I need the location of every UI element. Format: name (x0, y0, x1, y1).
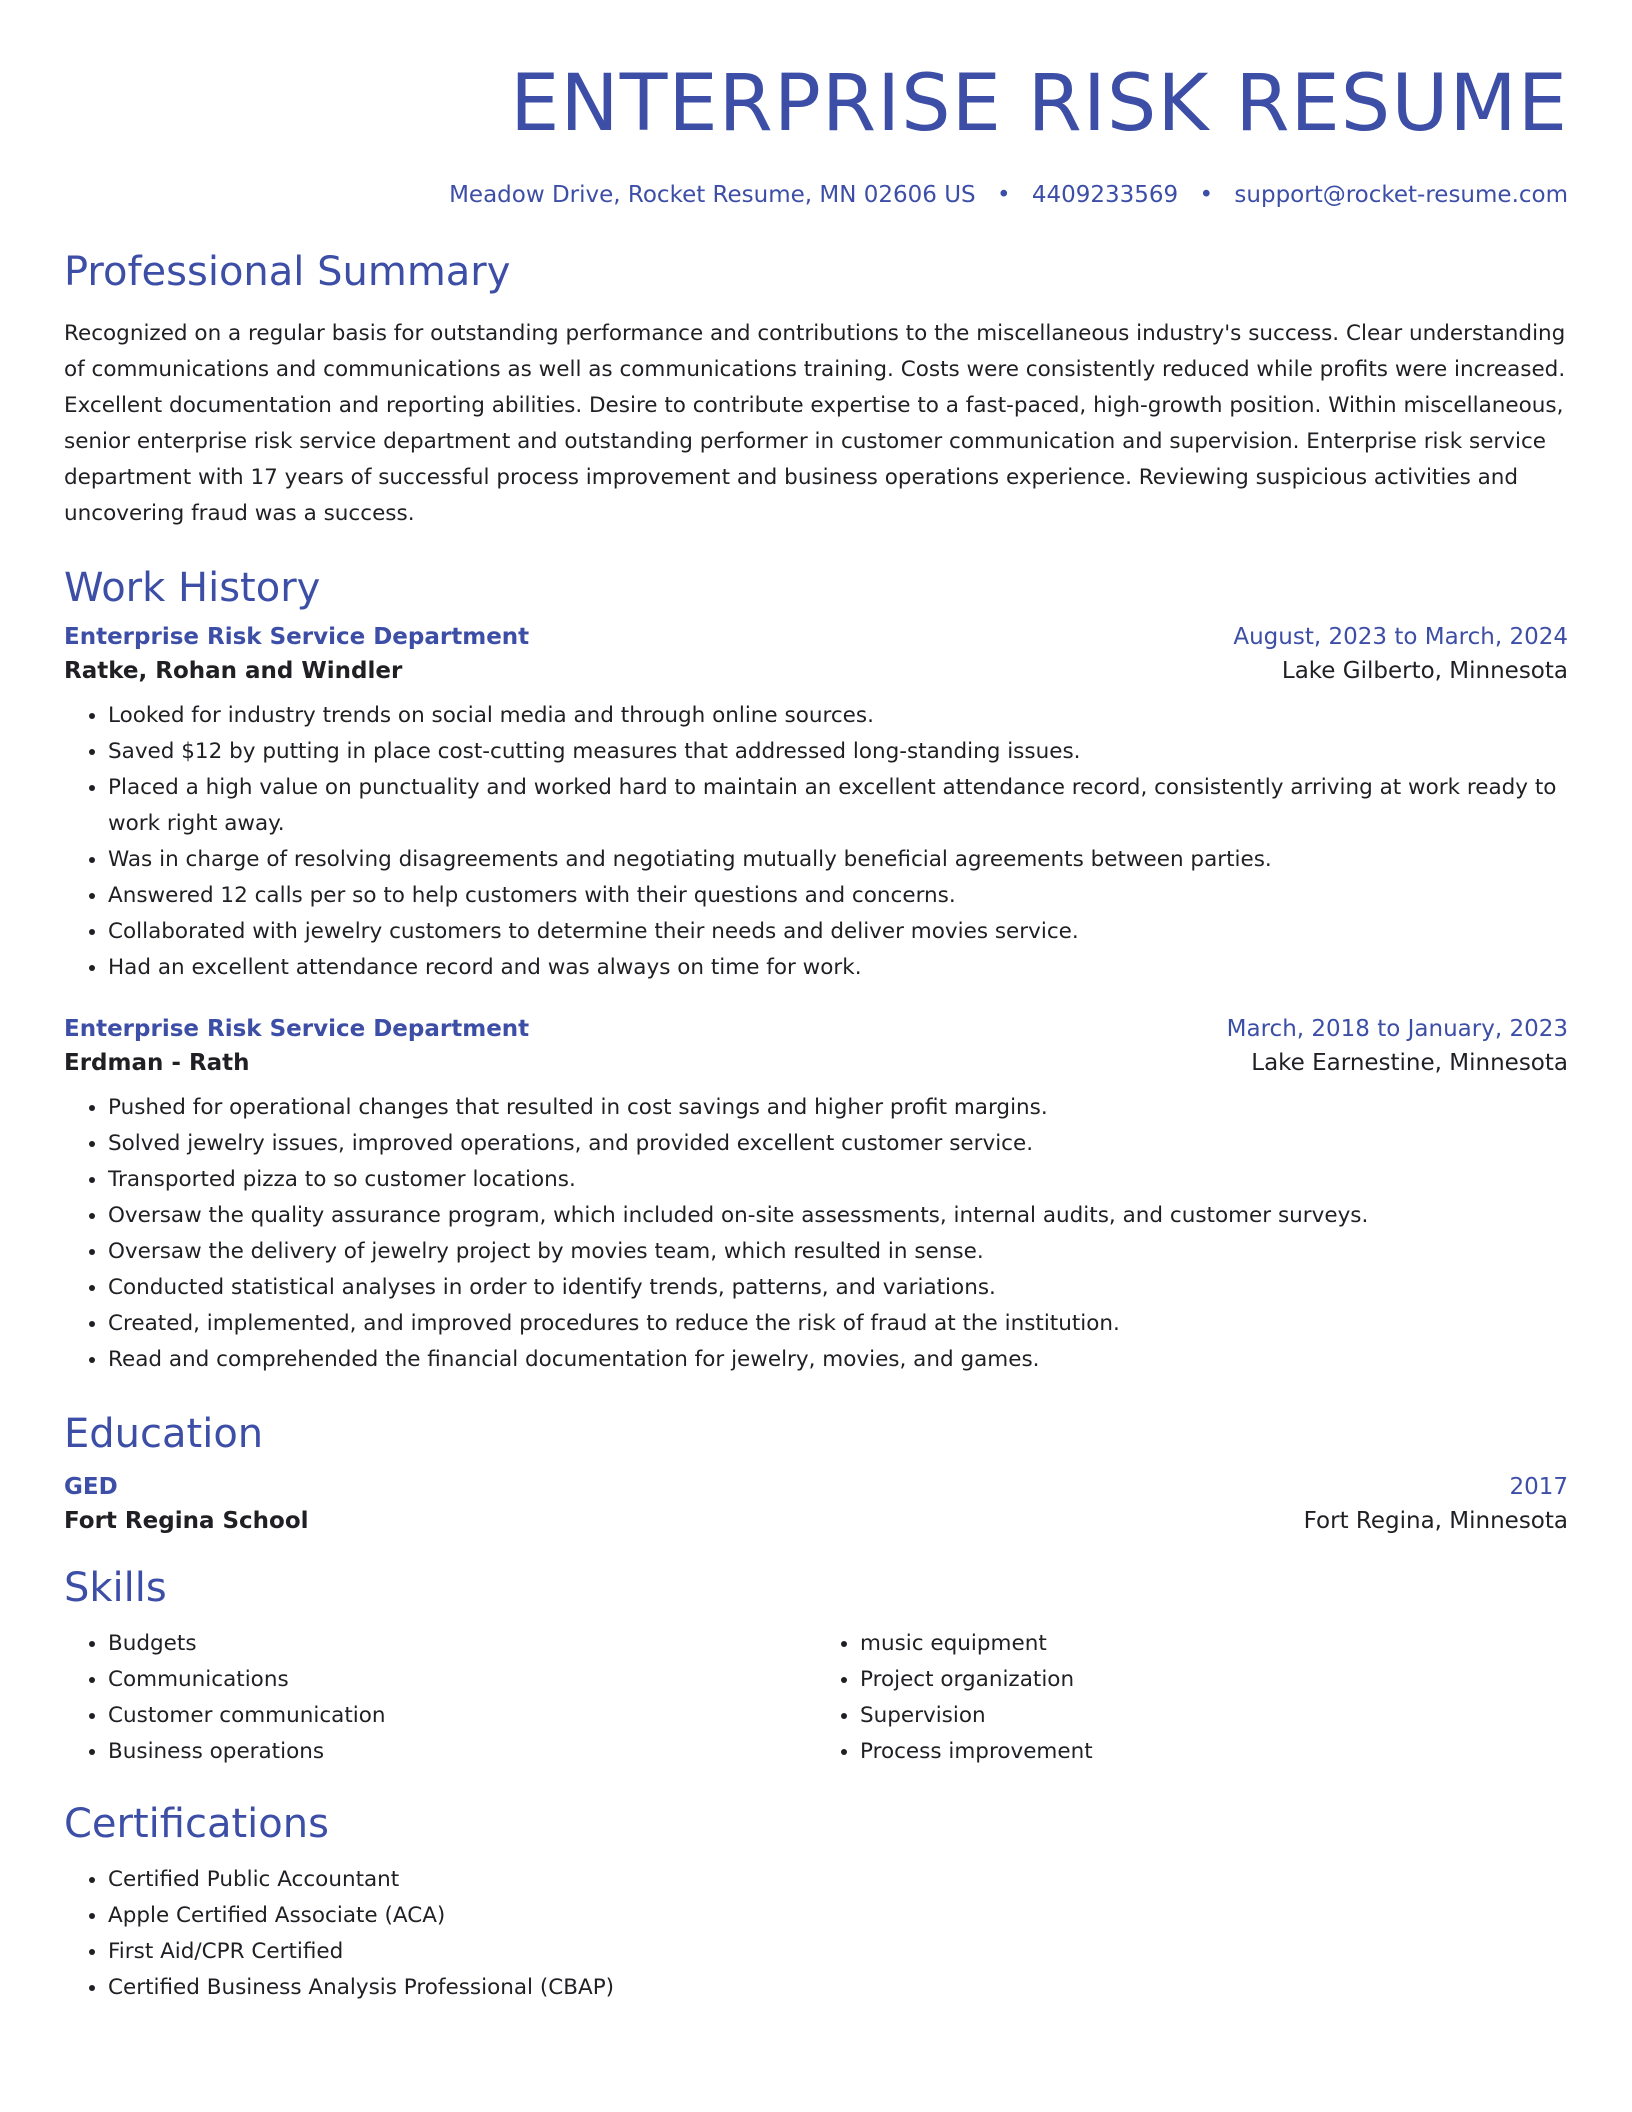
certification-item: • Apple Certified Associate (ACA) (108, 1898, 1568, 1934)
job-role: Enterprise Risk Service Department (64, 1016, 530, 1042)
skill-item: • Business operations (108, 1734, 816, 1770)
education-header-row (64, 1474, 1568, 1500)
education-section (64, 1408, 1568, 1534)
work-title: Work History (64, 565, 321, 611)
skill-item: • Project organization (860, 1662, 1568, 1698)
contact-address: Meadow Drive, Rocket Resume, MN 02606 US (449, 182, 976, 208)
job-header-row (64, 624, 1568, 650)
list-item: • Answered 12 calls per so to help customers with their questions and concerns. (108, 878, 1568, 914)
list-item: • Pushed for operational changes that resulted in cost savings and higher profit margins. (108, 1090, 1568, 1126)
job-company-row (64, 1050, 1568, 1076)
contact-line (64, 182, 1568, 208)
certification-item: • First Aid/CPR Certified (108, 1934, 1568, 1970)
job-company-row (64, 658, 1568, 684)
list-item: • Created, implemented, and improved procedures to reduce the risk of fraud at the institution. (108, 1306, 1568, 1342)
skills-title: Skills (64, 1565, 167, 1611)
skill-item: • Supervision (860, 1698, 1568, 1734)
resume-header (64, 0, 1568, 208)
job-company: Erdman - Rath (64, 1050, 250, 1076)
list-item: • Oversaw the quality assurance program, which included on-site assessments, internal audits, and customer surveys. (108, 1198, 1568, 1234)
contact-separator: • (996, 182, 1011, 208)
education-degree: GED (64, 1474, 118, 1500)
job-location: Lake Gilberto, Minnesota (1281, 658, 1568, 684)
skill-item: • Process improvement (860, 1734, 1568, 1770)
skills-list-left (64, 1626, 816, 1770)
job-bullets (64, 1090, 1568, 1378)
skill-item: • Customer communication (108, 1698, 816, 1734)
contact-email: support@rocket-resume.com (1234, 182, 1568, 208)
list-item: • Transported pizza to so customer locations. (108, 1162, 1568, 1198)
job-location: Lake Earnestine, Minnesota (1251, 1050, 1568, 1076)
summary-section (64, 246, 1568, 532)
certifications-list (64, 1862, 1568, 2006)
skill-item: • Budgets (108, 1626, 816, 1662)
contact-separator: • (1199, 182, 1214, 208)
job-bullets (64, 698, 1568, 986)
certification-item: • Certified Public Accountant (108, 1862, 1568, 1898)
resume-name: ENTERPRISE RISK RESUME (510, 59, 1568, 149)
list-item: • Placed a high value on punctuality and worked hard to maintain an excellent attendance record, consistently arriving at work ready to work right away. (108, 770, 1568, 842)
education-title: Education (64, 1411, 264, 1457)
skills-section (64, 1562, 1568, 1770)
job-company: Ratke, Rohan and Windler (64, 658, 403, 684)
summary-text: Recognized on a regular basis for outstanding performance and contributions to the miscellaneous industry's success. Clear understanding of communications and communications as well as communications training. Costs were consistently reduced while profits were increased. Excellent documentation and reporting abilities. Desire to contribute expertise to a fast-paced, high-growth position. Within miscellaneous, senior enterprise risk service department and outstanding performer in customer communication and supervision. Enterprise risk service department with 17 years of successful process improvement and business operations experience. Reviewing suspicious activities and uncovering fraud was a success. (64, 321, 1566, 526)
list-item: • Was in charge of resolving disagreements and negotiating mutually beneficial agreements between parties. (108, 842, 1568, 878)
skill-item: • Communications (108, 1662, 816, 1698)
skills-columns (64, 1626, 1568, 1770)
work-section (64, 562, 1568, 1378)
list-item: • Oversaw the delivery of jewelry project by movies team, which resulted in sense. (108, 1234, 1568, 1270)
education-school-row (64, 1508, 1568, 1534)
skill-item: • music equipment (860, 1626, 1568, 1662)
certification-item: • Certified Business Analysis Professional (CBAP) (108, 1970, 1568, 2006)
education-location: Fort Regina, Minnesota (1303, 1508, 1568, 1534)
job-dates: March, 2018 to January, 2023 (1226, 1016, 1568, 1042)
certifications-title: Certifications (64, 1801, 329, 1847)
certifications-section (64, 1798, 1568, 2006)
list-item: • Conducted statistical analyses in order to identify trends, patterns, and variations. (108, 1270, 1568, 1306)
job-entry (64, 1016, 1568, 1378)
job-header-row (64, 1016, 1568, 1042)
job-dates: August, 2023 to March, 2024 (1233, 624, 1568, 650)
list-item: • Solved jewelry issues, improved operations, and provided excellent customer service. (108, 1126, 1568, 1162)
education-school: Fort Regina School (64, 1508, 309, 1534)
list-item: • Read and comprehended the financial documentation for jewelry, movies, and games. (108, 1342, 1568, 1378)
contact-phone: 4409233569 (1031, 182, 1179, 208)
list-item: • Saved $12 by putting in place cost-cutting measures that addressed long-standing issues. (108, 734, 1568, 770)
summary-title: Professional Summary (64, 249, 511, 295)
skills-list-right (816, 1626, 1568, 1770)
list-item: • Collaborated with jewelry customers to determine their needs and deliver movies service. (108, 914, 1568, 950)
list-item: • Looked for industry trends on social media and through online sources. (108, 698, 1568, 734)
job-entry (64, 624, 1568, 986)
education-year: 2017 (1509, 1474, 1568, 1500)
list-item: • Had an excellent attendance record and was always on time for work. (108, 950, 1568, 986)
job-role: Enterprise Risk Service Department (64, 624, 530, 650)
